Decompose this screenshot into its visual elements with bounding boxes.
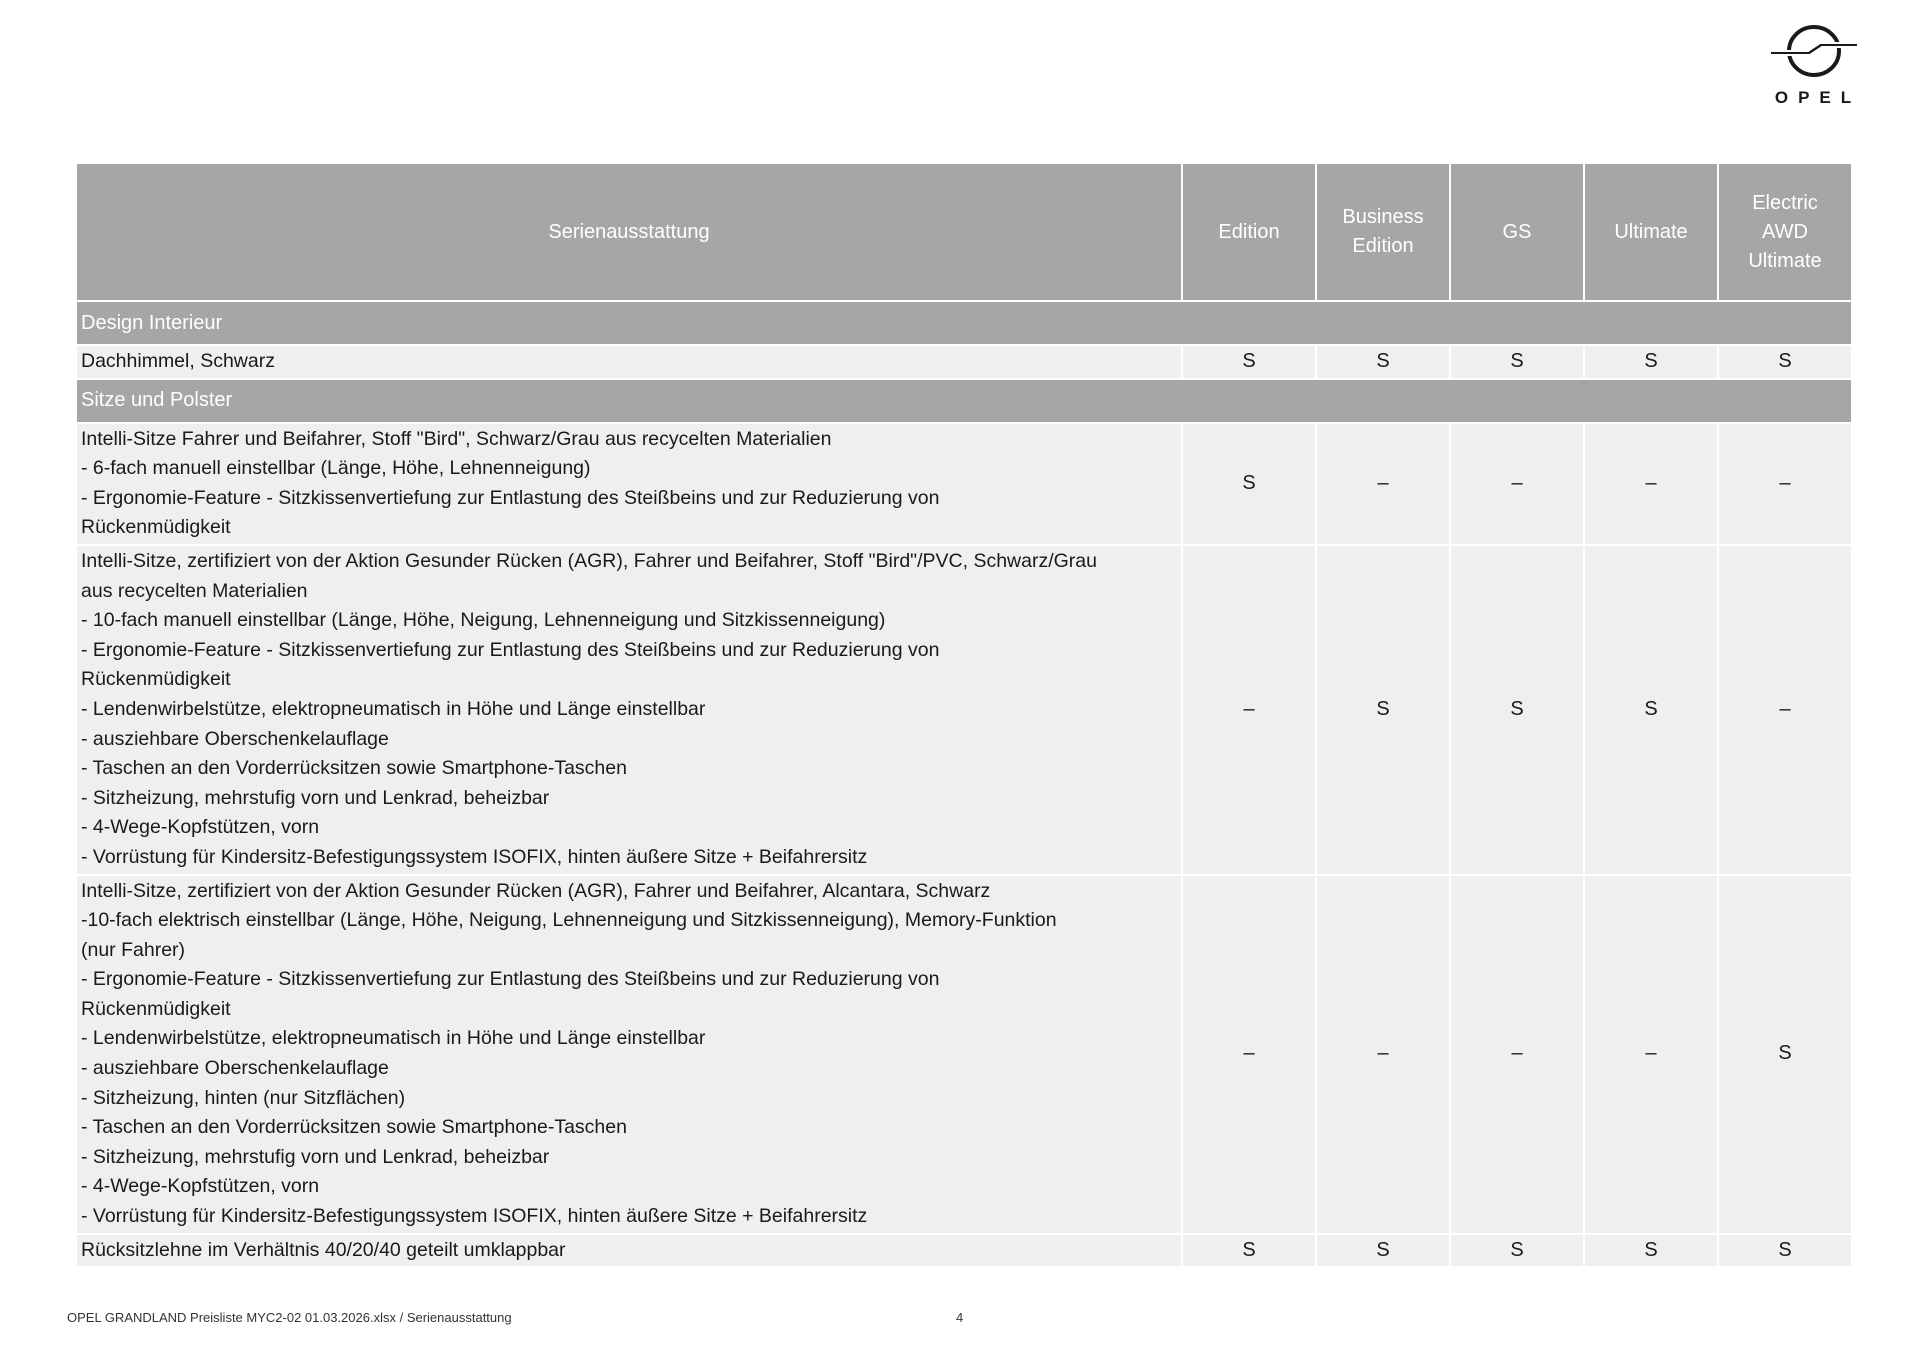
availability-cell: S (1181, 346, 1315, 380)
availability-cell: S (1717, 876, 1851, 1235)
feature-line: (nur Fahrer) (81, 938, 186, 961)
footer-source: OPEL GRANDLAND Preisliste MYC2-02 01.03.2026.xlsx / Serienausstattung (67, 1310, 512, 1325)
feature-line: Rückenmüdigkeit (81, 668, 231, 691)
availability-cell: – (1717, 546, 1851, 876)
feature-line: - 4-Wege-Kopfstützen, vorn (81, 816, 320, 839)
availability-cell: S (1181, 1235, 1315, 1269)
availability-cell: – (1181, 546, 1315, 876)
availability-cell: S (1315, 346, 1449, 380)
feature-description (77, 876, 1181, 1235)
availability-cell: – (1315, 424, 1449, 546)
availability-cell: S (1583, 1235, 1717, 1269)
availability-cell: – (1449, 876, 1583, 1235)
opel-blitz-icon (1768, 24, 1860, 78)
availability-cell: – (1583, 424, 1717, 546)
availability-cell: – (1583, 876, 1717, 1235)
table-row (77, 424, 1851, 546)
feature-line: Intelli-Sitze, zertifiziert von der Aktion Gesunder Rücken (AGR), Fahrer und Beifahrer, Stoff "Bird"/PVC, Schwarz/Grau (81, 549, 1097, 572)
header-variant (1449, 164, 1583, 302)
availability-cell: S (1449, 346, 1583, 380)
header-variant (1181, 164, 1315, 302)
brand-wordmark: OPEL (1774, 88, 1862, 107)
feature-line: - 4-Wege-Kopfstützen, vorn (81, 1175, 320, 1198)
table-body (77, 302, 1851, 1268)
feature-line: Rückenmüdigkeit (81, 516, 231, 539)
header-variant (1315, 164, 1449, 302)
availability-cell: – (1181, 876, 1315, 1235)
section-title: Sitze und Polster (77, 380, 1851, 424)
section-row (77, 380, 1851, 424)
availability-cell: S (1717, 346, 1851, 380)
feature-line: - Sitzheizung, hinten (nur Sitzflächen) (81, 1086, 406, 1109)
availability-cell: S (1315, 1235, 1449, 1269)
feature-description (77, 1235, 1181, 1269)
feature-line: - Lendenwirbelstütze, elektropneumatisch in Höhe und Länge einstellbar (81, 697, 706, 720)
availability-cell: – (1449, 424, 1583, 546)
feature-line: - Ergonomie-Feature - Sitzkissenvertiefung zur Entlastung des Steißbeins und zur Reduzierung von (81, 486, 940, 509)
header-variant-line: Ultimate (1748, 249, 1822, 272)
header-title: Serienausstattung (77, 164, 1181, 302)
feature-line: - Taschen an den Vorderrücksitzen sowie Smartphone-Taschen (81, 757, 627, 780)
feature-line: - 6-fach manuell einstellbar (Länge, Höhe, Lehnenneigung) (81, 457, 591, 480)
availability-cell: S (1583, 346, 1717, 380)
page-number: 4 (956, 1310, 964, 1325)
feature-line: - ausziehbare Oberschenkelauflage (81, 1057, 389, 1080)
availability-cell: S (1449, 546, 1583, 876)
header-variant-line: Edition (1218, 220, 1280, 243)
feature-line: Dachhimmel, Schwarz (81, 350, 275, 372)
feature-description (77, 424, 1181, 546)
table-row (77, 346, 1851, 380)
feature-line: - Vorrüstung für Kindersitz-Befestigungssystem ISOFIX, hinten äußere Sitze + Beifahrersitz (81, 1205, 868, 1228)
feature-description (77, 346, 1181, 380)
feature-line: - Ergonomie-Feature - Sitzkissenvertiefung zur Entlastung des Steißbeins und zur Reduzierung von (81, 638, 940, 661)
header-variant-line: AWD (1762, 220, 1808, 243)
equipment-table (77, 164, 1851, 1268)
availability-cell: S (1181, 424, 1315, 546)
section-title: Design Interieur (77, 302, 1851, 346)
feature-line: - Sitzheizung, mehrstufig vorn und Lenkrad, beheizbar (81, 1145, 550, 1168)
header-variant-line: Electric (1752, 191, 1818, 214)
table-row (77, 546, 1851, 876)
table-row (77, 876, 1851, 1235)
feature-line: - 10-fach manuell einstellbar (Länge, Höhe, Neigung, Lehnenneigung und Sitzkissenneigung) (81, 609, 886, 632)
section-row (77, 302, 1851, 346)
feature-description (77, 546, 1181, 876)
feature-line: Rückenmüdigkeit (81, 997, 231, 1020)
feature-line: Intelli-Sitze Fahrer und Beifahrer, Stoff "Bird", Schwarz/Grau aus recycelten Materialien (81, 427, 832, 450)
availability-cell: S (1583, 546, 1717, 876)
header-variant-line: GS (1502, 220, 1532, 243)
header-variant-line: Edition (1352, 235, 1414, 257)
table-row (77, 1235, 1851, 1269)
feature-line: - Vorrüstung für Kindersitz-Befestigungssystem ISOFIX, hinten äußere Sitze + Beifahrersitz (81, 845, 868, 868)
feature-line: - Lendenwirbelstütze, elektropneumatisch in Höhe und Länge einstellbar (81, 1027, 706, 1050)
opel-logo (1764, 24, 1864, 108)
feature-line: aus recycelten Materialien (81, 579, 308, 602)
availability-cell: – (1315, 876, 1449, 1235)
feature-line: - Ergonomie-Feature - Sitzkissenvertiefung zur Entlastung des Steißbeins und zur Reduzierung von (81, 968, 940, 991)
header-variant-line: Business (1342, 206, 1424, 228)
availability-cell: – (1717, 424, 1851, 546)
feature-line: - Sitzheizung, mehrstufig vorn und Lenkrad, beheizbar (81, 786, 550, 809)
feature-line: - ausziehbare Oberschenkelauflage (81, 727, 389, 750)
table-header (77, 164, 1851, 302)
header-variant-line: Ultimate (1614, 220, 1688, 243)
feature-line: - Taschen an den Vorderrücksitzen sowie Smartphone-Taschen (81, 1116, 627, 1139)
header-variant (1583, 164, 1717, 302)
feature-line: Rücksitzlehne im Verhältnis 40/20/40 geteilt umklappbar (81, 1238, 566, 1261)
availability-cell: S (1449, 1235, 1583, 1269)
availability-cell: S (1315, 546, 1449, 876)
header-variant (1717, 164, 1851, 302)
feature-line: -10-fach elektrisch einstellbar (Länge, Höhe, Neigung, Lehnenneigung und Sitzkissenneigung), Memory-Funktion (81, 909, 1057, 932)
availability-cell: S (1717, 1235, 1851, 1269)
feature-line: Intelli-Sitze, zertifiziert von der Aktion Gesunder Rücken (AGR), Fahrer und Beifahrer, Alcantara, Schwarz (81, 879, 991, 902)
